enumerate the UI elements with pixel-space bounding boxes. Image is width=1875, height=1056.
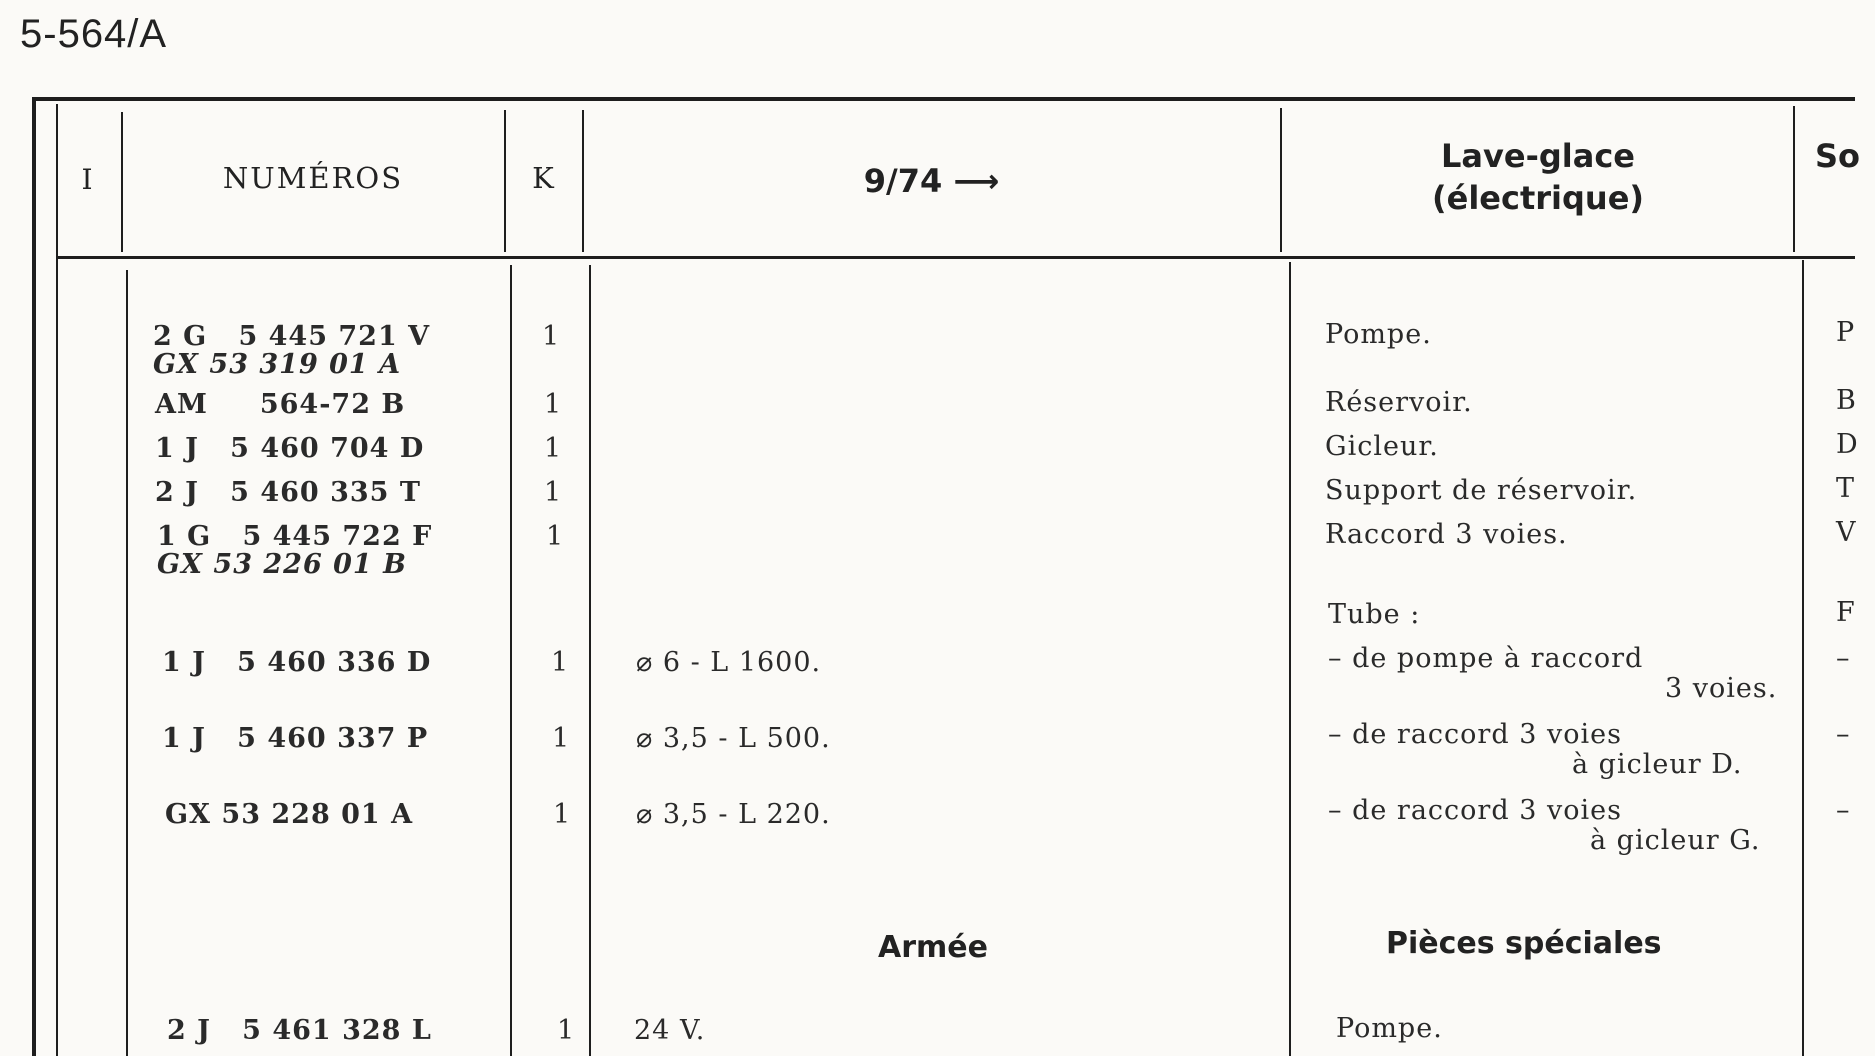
row2-k: 1 bbox=[544, 389, 562, 420]
row9-k: 1 bbox=[553, 799, 571, 830]
row1-k: 1 bbox=[542, 321, 560, 352]
header-separator bbox=[58, 256, 1855, 259]
row7-desc: – de pompe à raccord bbox=[1328, 643, 1644, 674]
row7-k: 1 bbox=[551, 647, 569, 678]
row7-number: 1 J 5 460 336 D bbox=[162, 647, 432, 678]
row8-desc2: à gicleur D. bbox=[1572, 749, 1743, 780]
row1-number: 2 G 5 445 721 V bbox=[153, 321, 431, 352]
header-lave-line2: (électrique) bbox=[1431, 178, 1645, 217]
row4-number: 2 J 5 460 335 T bbox=[155, 477, 421, 508]
row2-desc: Réservoir. bbox=[1325, 387, 1473, 418]
table-top-border bbox=[32, 97, 1855, 101]
special-row-dim: 24 V. bbox=[634, 1015, 706, 1046]
row2-next: B bbox=[1836, 385, 1856, 416]
row9-dim: ⌀ 3,5 - L 220. bbox=[636, 799, 831, 830]
row3-desc: Gicleur. bbox=[1325, 431, 1439, 462]
row1-alt-number: GX 53 319 01 A bbox=[153, 349, 402, 380]
header-lave-glace bbox=[1283, 136, 1793, 219]
row2-number: AM 564-72 B bbox=[155, 389, 406, 420]
col-sep-b5 bbox=[1802, 260, 1804, 1056]
col-sep-b2 bbox=[510, 265, 512, 1056]
row3-k: 1 bbox=[544, 433, 562, 464]
header-lave-line1: Lave-glace bbox=[1441, 137, 1635, 175]
section-armee: Armée bbox=[878, 930, 988, 965]
col-sep-h2 bbox=[504, 110, 506, 252]
table-left-border bbox=[32, 99, 36, 1056]
row8-dim: ⌀ 3,5 - L 500. bbox=[636, 723, 831, 754]
row9-number: GX 53 228 01 A bbox=[165, 799, 414, 830]
row7-next: – bbox=[1836, 643, 1850, 674]
row6-next: F bbox=[1836, 597, 1855, 628]
header-i: I bbox=[81, 163, 95, 196]
row9-desc: – de raccord 3 voies bbox=[1328, 795, 1622, 826]
row8-number: 1 J 5 460 337 P bbox=[162, 723, 429, 754]
row7-dim: ⌀ 6 - L 1600. bbox=[636, 647, 822, 678]
header-k: K bbox=[532, 161, 556, 195]
row9-next: – bbox=[1836, 795, 1850, 826]
col-sep-b3 bbox=[589, 265, 591, 1056]
document-reference: 5-564/A bbox=[20, 12, 168, 56]
row1-desc: Pompe. bbox=[1325, 319, 1432, 350]
row9-desc2: à gicleur G. bbox=[1590, 825, 1761, 856]
header-numeros: NUMÉROS bbox=[222, 161, 404, 195]
row3-number: 1 J 5 460 704 D bbox=[155, 433, 425, 464]
row8-desc: – de raccord 3 voies bbox=[1328, 719, 1622, 750]
col-sep-b1 bbox=[126, 270, 128, 1056]
row4-next: T bbox=[1836, 473, 1855, 504]
row8-k: 1 bbox=[552, 723, 570, 754]
special-row-desc: Pompe. bbox=[1336, 1013, 1443, 1044]
col-sep-h4 bbox=[1280, 108, 1282, 252]
row5-desc: Raccord 3 voies. bbox=[1325, 519, 1568, 550]
row5-k: 1 bbox=[546, 521, 564, 552]
row6-desc: Tube : bbox=[1328, 599, 1421, 630]
row4-k: 1 bbox=[544, 477, 562, 508]
header-date: 9/74 ⟶ bbox=[863, 162, 1000, 200]
left-inner-border bbox=[56, 104, 58, 1056]
col-sep-h5 bbox=[1793, 106, 1795, 252]
row1-next: P bbox=[1836, 317, 1855, 348]
section-pieces-speciales: Pièces spéciales bbox=[1386, 926, 1662, 961]
special-row-k: 1 bbox=[557, 1015, 575, 1046]
col-sep-b4 bbox=[1289, 262, 1291, 1056]
row8-next: – bbox=[1836, 719, 1850, 750]
row5-number: 1 G 5 445 722 F bbox=[157, 521, 433, 552]
special-row-number: 2 J 5 461 328 L bbox=[167, 1015, 432, 1046]
row7-desc2: 3 voies. bbox=[1665, 673, 1778, 704]
header-next-partial: So bbox=[1815, 137, 1861, 175]
row5-alt-number: GX 53 226 01 B bbox=[157, 549, 407, 580]
row3-next: D bbox=[1836, 429, 1858, 460]
row5-next: V bbox=[1836, 517, 1856, 548]
row4-desc: Support de réservoir. bbox=[1325, 475, 1638, 506]
